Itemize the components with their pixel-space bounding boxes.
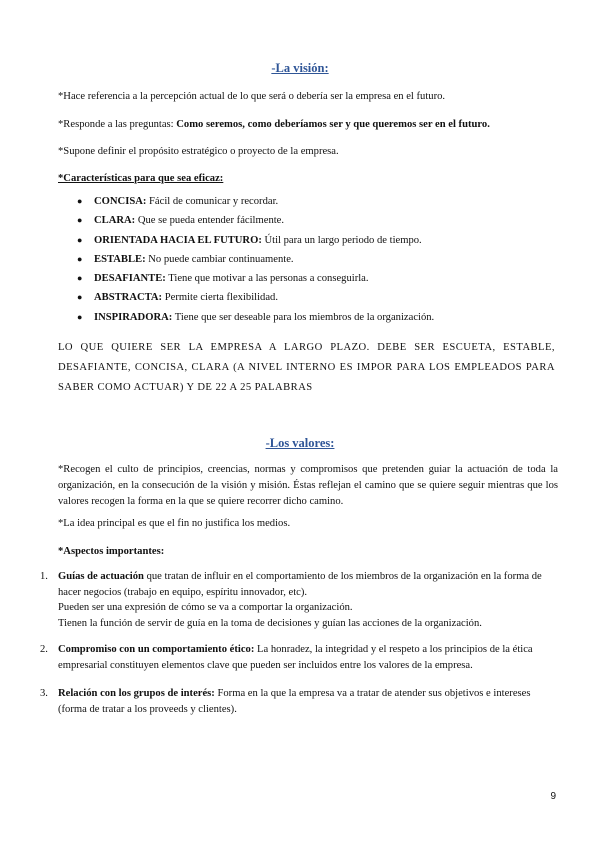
aspect-item-3 [58,686,558,718]
bullet-text: Tiene que ser deseable para los miembros de la organización. [172,311,435,323]
bullet-icon: ● [77,215,83,226]
values-title: -Los valores: [265,436,335,450]
aspect-term: Relación con los grupos de interés: [58,688,215,699]
aspect-extra-line: Tienen la función de servir de guía en la toma de decisiones y guían las acciones de la organización. [58,617,482,629]
aspect-item-1 [58,569,558,631]
aspect-text: que tratan de influir en el comportamiento de los miembros de la organización en la forma de hacer negocios (trabajo en equipo, espíritu innovador, etc). [58,571,542,598]
item-number: 1. [40,571,48,582]
bullet-icon: ● [77,311,83,322]
list-item [77,231,574,250]
bullet-term: INSPIRADORA: [94,311,173,323]
page-number: 9 [550,791,556,802]
values-paragraph-1: *Recogen el culto de principios, creencias, normas y compromisos que pretenden guiar la actuación de toda la organización, en la consecución de la visión y misión. Éstas reflejan el camino que se quiere seguir mientras que los valores recogen la forma en la que se quiere recorrer dicho camino. [58,464,558,507]
aspect-term: Guías de actuación [58,571,144,582]
bullet-term: CLARA: [94,215,136,227]
bullet-icon: ● [77,292,83,303]
aspect-text: La honradez, la integridad y el respeto a los principios de la ética empresarial constituyen elementos clave que pueden ser incluidos entre los valores de la empresa. [58,644,533,671]
vision-paragraph-3: *Supone definir el propósito estratégico o proyecto de la empresa. [58,146,339,157]
aspect-extra-line: Pueden ser una expresión de cómo se va a comportar la organización. [58,602,353,613]
bullet-term: CONCISA: [94,196,147,207]
item-number: 3. [40,688,48,699]
bullet-term: ABSTRACTA: [94,292,163,304]
bullet-icon: ● [77,234,83,245]
vision-title: -La visión: [271,61,329,75]
aspects-heading: *Aspectos importantes: [58,546,165,557]
vision-summary: LO QUE QUIERE SER LA EMPRESA A LARGO PLAZO. DEBE SER ESCUETA, ESTABLE, DESAFIANTE, CONCISA, CLARA (A NIVEL INTERNO ES IMPOR PARA LOS EMPLEADOS PARA SABER COMO ACTUAR) Y DE 22 A 25 PALABRAS [58,342,555,393]
characteristics-heading: *Características para que sea eficaz: [58,173,224,184]
bullet-icon: ● [77,273,83,284]
bullet-text: Tiene que motivar a las personas a conseguirla. [165,273,369,285]
aspect-text: Forma en la que la empresa va a tratar de atender sus objetivos e intereses (forma de tratar a los proveeds y clientes). [58,688,531,715]
list-item [77,192,574,211]
bullet-icon: ● [77,196,83,206]
aspect-item-2 [58,642,558,674]
bullet-term: ESTABLE: [94,253,146,265]
list-item [77,211,574,230]
list-item [77,288,574,307]
bullet-text: Permite cierta flexibilidad. [162,292,278,304]
bullet-term: DESAFIANTE: [94,273,166,285]
vision-paragraph-2 [58,117,490,132]
list-item [77,308,574,327]
bullet-text: Que se pueda entender fácilmente. [135,215,285,227]
bullet-icon: ● [77,253,83,264]
vision-paragraph-2-bold: Como seremos, como deberíamos ser y que queremos ser en el futuro. [176,119,490,130]
vision-paragraph-1: *Hace referencia a la percepción actual de lo que será o debería ser la empresa en el futuro. [58,91,446,102]
bullet-text: Fácil de comunicar y recordar. [146,196,279,207]
list-item [77,269,574,288]
bullet-term: ORIENTADA HACIA EL FUTURO: [94,234,262,246]
characteristics-list [77,192,574,327]
item-number: 2. [40,644,48,655]
aspect-term: Compromiso con un comportamiento ético: [58,644,255,655]
list-item [77,250,574,269]
vision-paragraph-2-prefix: *Responde a las preguntas: [58,119,177,130]
values-paragraph-2: *La idea principal es que el fin no justifica los medios. [58,518,291,529]
bullet-text: No puede cambiar continuamente. [145,253,294,265]
bullet-text: Útil para un largo periodo de tiempo. [261,234,422,246]
